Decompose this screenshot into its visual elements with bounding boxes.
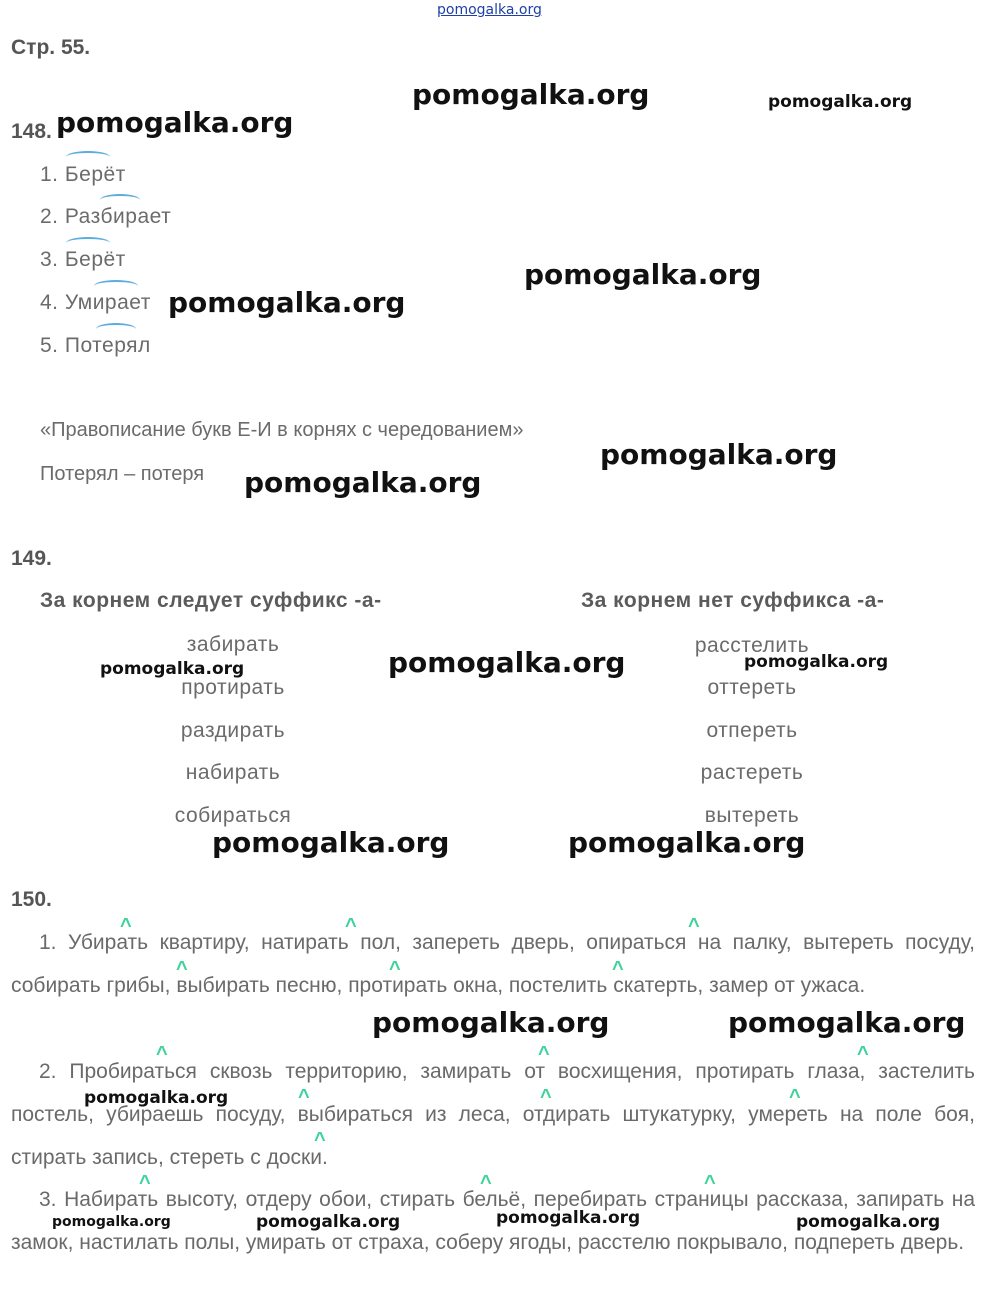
item-number: 5. (40, 334, 59, 357)
right-word: расстелить (694, 634, 810, 657)
exercise-148-number: 148. (11, 120, 52, 143)
paragraph: 3. Набирать высоту, отдеру обои, стирать бельё, перебирать страницы рассказа, запирать на замок, настилать полы, умирать от страха, соберу ягоды, расстелю покрывало, подпереть дверь. (11, 1188, 975, 1254)
exercise-150-number: 150. (11, 888, 52, 911)
suffix-mark-icon: ^ (389, 958, 401, 980)
watermark: pomogalka.org (600, 438, 838, 471)
suffix-mark-icon: ^ (156, 1043, 168, 1065)
watermark: pomogalka.org (256, 1212, 401, 1232)
item-number: 2. (40, 205, 59, 228)
watermark-top: pomogalka.org (437, 2, 542, 18)
watermark: pomogalka.org (168, 286, 406, 319)
suffix-mark-icon: ^ (480, 1172, 492, 1194)
suffix-mark-icon: ^ (688, 915, 700, 937)
root-arc-mark (96, 323, 136, 335)
suffix-mark-icon: ^ (120, 915, 132, 937)
left-word: набирать (185, 761, 281, 784)
item-text: Потерял (64, 334, 151, 357)
watermark: pomogalka.org (372, 1006, 610, 1039)
left-word: раздирать (180, 719, 286, 742)
watermark: pomogalka.org (244, 466, 482, 499)
watermark: pomogalka.org (84, 1088, 229, 1108)
item-number: 4. (40, 291, 59, 314)
right-word: вытереть (704, 804, 800, 827)
suffix-mark-icon: ^ (314, 1129, 326, 1151)
watermark: pomogalka.org (212, 826, 450, 859)
spelling-rule: «Правописание букв Е-И в корнях с чередованием» (40, 419, 524, 441)
list-item (40, 205, 171, 229)
exercise-149-number: 149. (11, 547, 52, 570)
suffix-mark-icon: ^ (538, 1043, 550, 1065)
root-arc-mark (94, 280, 138, 292)
item-text: Разбирает (64, 205, 172, 228)
root-arc-mark (66, 151, 110, 163)
suffix-mark-icon: ^ (345, 915, 357, 937)
watermark: pomogalka.org (388, 646, 626, 679)
item-text: Берёт (64, 248, 126, 271)
left-column-header: За корнем следует суффикс -а- (40, 589, 382, 612)
suffix-mark-icon: ^ (612, 958, 624, 980)
item-number: 1. (40, 163, 59, 186)
suffix-mark-icon: ^ (298, 1086, 310, 1108)
suffix-mark-icon: ^ (139, 1172, 151, 1194)
suffix-mark-icon: ^ (857, 1043, 869, 1065)
list-item (40, 163, 126, 187)
watermark: pomogalka.org (52, 1214, 171, 1230)
watermark: pomogalka.org (568, 826, 806, 859)
suffix-mark-icon: ^ (704, 1172, 716, 1194)
list-item (40, 334, 151, 358)
paragraph: 2. Пробираться сквозь территорию, замирать от восхищения, протирать глаза, застелить постель, убираешь посуду, выбираться из леса, отдирать штукатурку, умереть на поле боя, стирать запись, стереть с доски. (11, 1060, 975, 1169)
item-number: 3. (40, 248, 59, 271)
paragraph: 1. Убирать квартиру, натирать пол, запереть дверь, опираться на палку, вытереть посуду, собирать грибы, выбирать песню, протирать окна, постелить скатерть, замер от ужаса. (11, 931, 975, 997)
list-item (40, 248, 126, 272)
item-text: Умирает (64, 291, 151, 314)
watermark: pomogalka.org (768, 92, 913, 112)
root-arc-mark (100, 194, 140, 206)
watermark: pomogalka.org (56, 106, 294, 139)
list-item (40, 291, 151, 315)
watermark: pomogalka.org (496, 1208, 641, 1228)
watermark: pomogalka.org (728, 1006, 966, 1039)
right-word: растереть (700, 761, 804, 784)
watermark: pomogalka.org (100, 659, 245, 679)
right-word: отпереть (706, 719, 798, 742)
watermark: pomogalka.org (524, 258, 762, 291)
right-word: оттереть (707, 676, 797, 699)
watermark: pomogalka.org (412, 78, 650, 111)
right-column-header: За корнем нет суффикса -а- (581, 589, 885, 612)
rule-example: Потерял – потеря (40, 463, 205, 485)
suffix-mark-icon: ^ (176, 958, 188, 980)
root-arc-mark (66, 237, 110, 249)
suffix-mark-icon: ^ (789, 1086, 801, 1108)
watermark: pomogalka.org (744, 652, 889, 672)
item-text: Берёт (64, 163, 126, 186)
left-word: собираться (174, 804, 292, 827)
watermark: pomogalka.org (796, 1212, 941, 1232)
suffix-mark-icon: ^ (540, 1086, 552, 1108)
left-word: протирать (181, 676, 285, 699)
page-header: Стр. 55. (11, 36, 91, 59)
left-word: забирать (186, 633, 280, 656)
